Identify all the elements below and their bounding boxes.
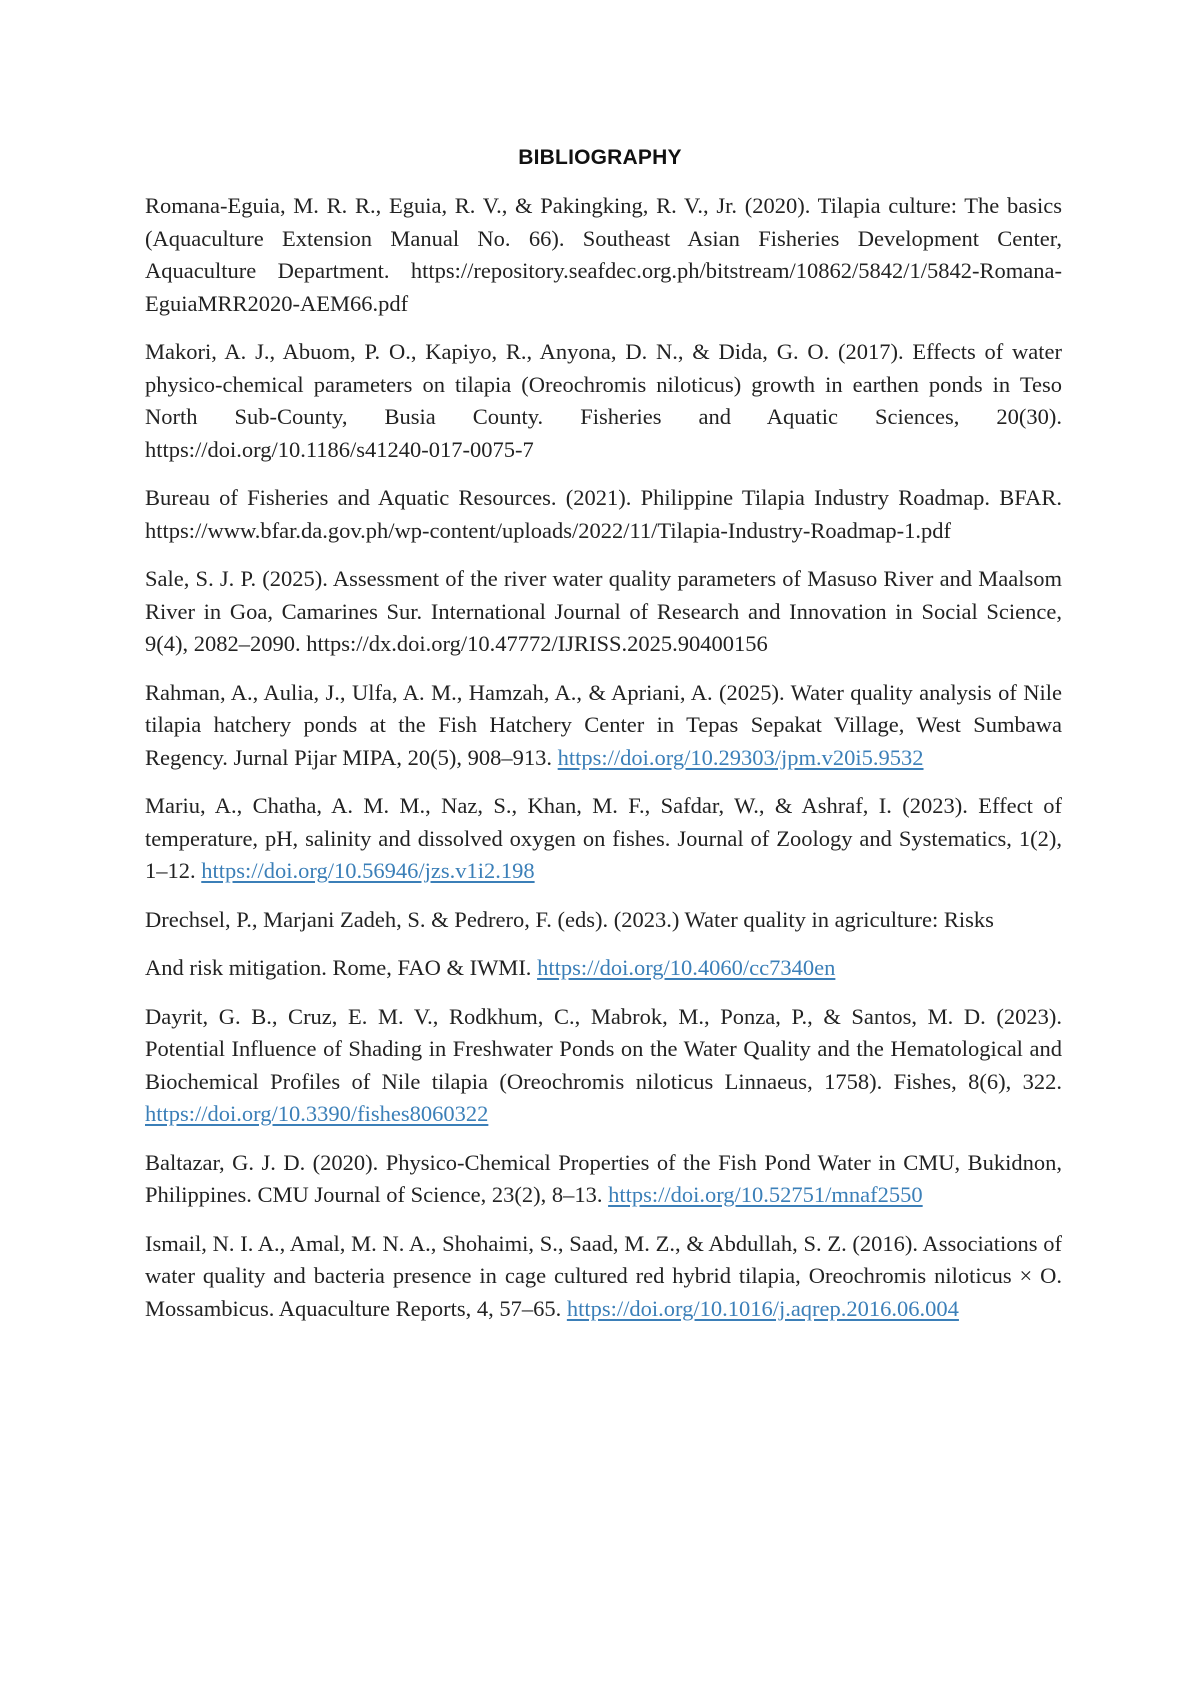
reference-item [145, 1147, 1062, 1212]
reference-item [145, 1001, 1062, 1131]
reference-text: Makori, A. J., Abuom, P. O., Kapiyo, R., Anyona, D. N., & Dida, G. O. (2017). Effects of water physico-chemical parameters on tilapia (Oreochromis niloticus) growth in earthen ponds in Teso North Sub-County, Busia County. Fisheries and Aquatic Sciences, 20(30). [145, 339, 1062, 429]
reference-text: Dayrit, G. B., Cruz, E. M. V., Rodkhum, C., Mabrok, M., Ponza, P., & Santos, M. D. (2023). Potential Influence of Shading in Freshwater Ponds on the Water Quality and the Hematological and Biochemical Profiles of Nile tilapia (Oreochromis niloticus Linnaeus, 1758). Fishes, 8(6), 322. [145, 1003, 1062, 1094]
reference-url: https://doi.org/10.1186/s41240-017-0075-7 [145, 436, 534, 462]
reference-link[interactable]: https://doi.org/10.29303/jpm.v20i5.9532 [557, 744, 924, 770]
reference-link[interactable]: https://doi.org/10.4060/cc7340en [537, 955, 836, 980]
reference-item [145, 677, 1062, 775]
reference-link[interactable]: https://doi.org/10.56946/jzs.v1i2.198 [201, 858, 535, 883]
reference-link[interactable]: https://doi.org/10.1016/j.aqrep.2016.06.004 [566, 1295, 959, 1321]
reference-text: Ismail, N. I. A., Amal, M. N. A., Shohaimi, S., Saad, M. Z., & Abdullah, S. Z. (2016). Associations of water quality and bacteria presence in cage cultured red hybrid tilapia, Oreochromis niloticus × O. Mossambicus. Aquaculture Reports, 4, 57–65. [145, 1230, 1062, 1321]
reference-item [145, 904, 1062, 937]
reference-text: Mariu, A., Chatha, A. M. M., Naz, S., Khan, M. F., Safdar, W., & Ashraf, I. (2023). Effect of temperature, pH, salinity and dissolved oxygen on fishes. Journal of Zoology and Systematics, 1(2), 1–12. [145, 793, 1062, 883]
reference-list [145, 190, 1062, 1341]
reference-url: https://dx.doi.org/10.47772/IJRISS.2025.90400156 [306, 631, 768, 656]
reference-url: https://www.bfar.da.gov.ph/wp-content/uploads/2022/11/Tilapia-Industry-Roadmap-1.pdf [145, 517, 951, 543]
reference-item [145, 1228, 1062, 1326]
reference-item [145, 952, 1062, 985]
reference-item [145, 336, 1062, 466]
reference-item [145, 563, 1062, 661]
reference-text: Baltazar, G. J. D. (2020). Physico-Chemical Properties of the Fish Pond Water in CMU, Bukidnon, Philippines. CMU Journal of Science, 23(2), 8–13. [145, 1149, 1062, 1207]
reference-item [145, 190, 1062, 320]
reference-text: Sale, S. J. P. (2025). Assessment of the river water quality parameters of Masuso River and Maalsom River in Goa, Camarines Sur. International Journal of Research and Innovation in Social Science, 9(4), 2082–2090. [145, 566, 1062, 656]
reference-text: Bureau of Fisheries and Aquatic Resources. (2021). Philippine Tilapia Industry Roadmap. BFAR. [145, 485, 1062, 510]
reference-link[interactable]: https://doi.org/10.52751/mnaf2550 [608, 1182, 923, 1207]
page-title: BIBLIOGRAPHY [518, 146, 682, 169]
reference-item [145, 790, 1062, 888]
reference-text: Drechsel, P., Marjani Zadeh, S. & Pedrero, F. (eds). (2023.) Water quality in agriculture: Risks [145, 906, 994, 932]
reference-item [145, 482, 1062, 547]
reference-text: And risk mitigation. Rome, FAO & IWMI. [145, 955, 532, 980]
reference-link[interactable]: https://doi.org/10.3390/fishes8060322 [145, 1101, 489, 1126]
reference-url: https://repository.seafdec.org.ph/bitstream/10862/5842/1/5842-Romana-EguiaMRR2020-AEM66.pdf [145, 258, 1062, 316]
reference-text: Romana-Eguia, M. R. R., Eguia, R. V., & Pakingking, R. V., Jr. (2020). Tilapia culture: The basics (Aquaculture Extension Manual No. 66). Southeast Asian Fisheries Development Center, Aquaculture Department. [145, 193, 1062, 283]
reference-text: Rahman, A., Aulia, J., Ulfa, A. M., Hamzah, A., & Apriani, A. (2025). Water quality analysis of Nile tilapia hatchery ponds at the Fish Hatchery Center in Tepas Sepakat Village, West Sumbawa Regency. Jurnal Pijar MIPA, 20(5), 908–913. [145, 679, 1062, 770]
